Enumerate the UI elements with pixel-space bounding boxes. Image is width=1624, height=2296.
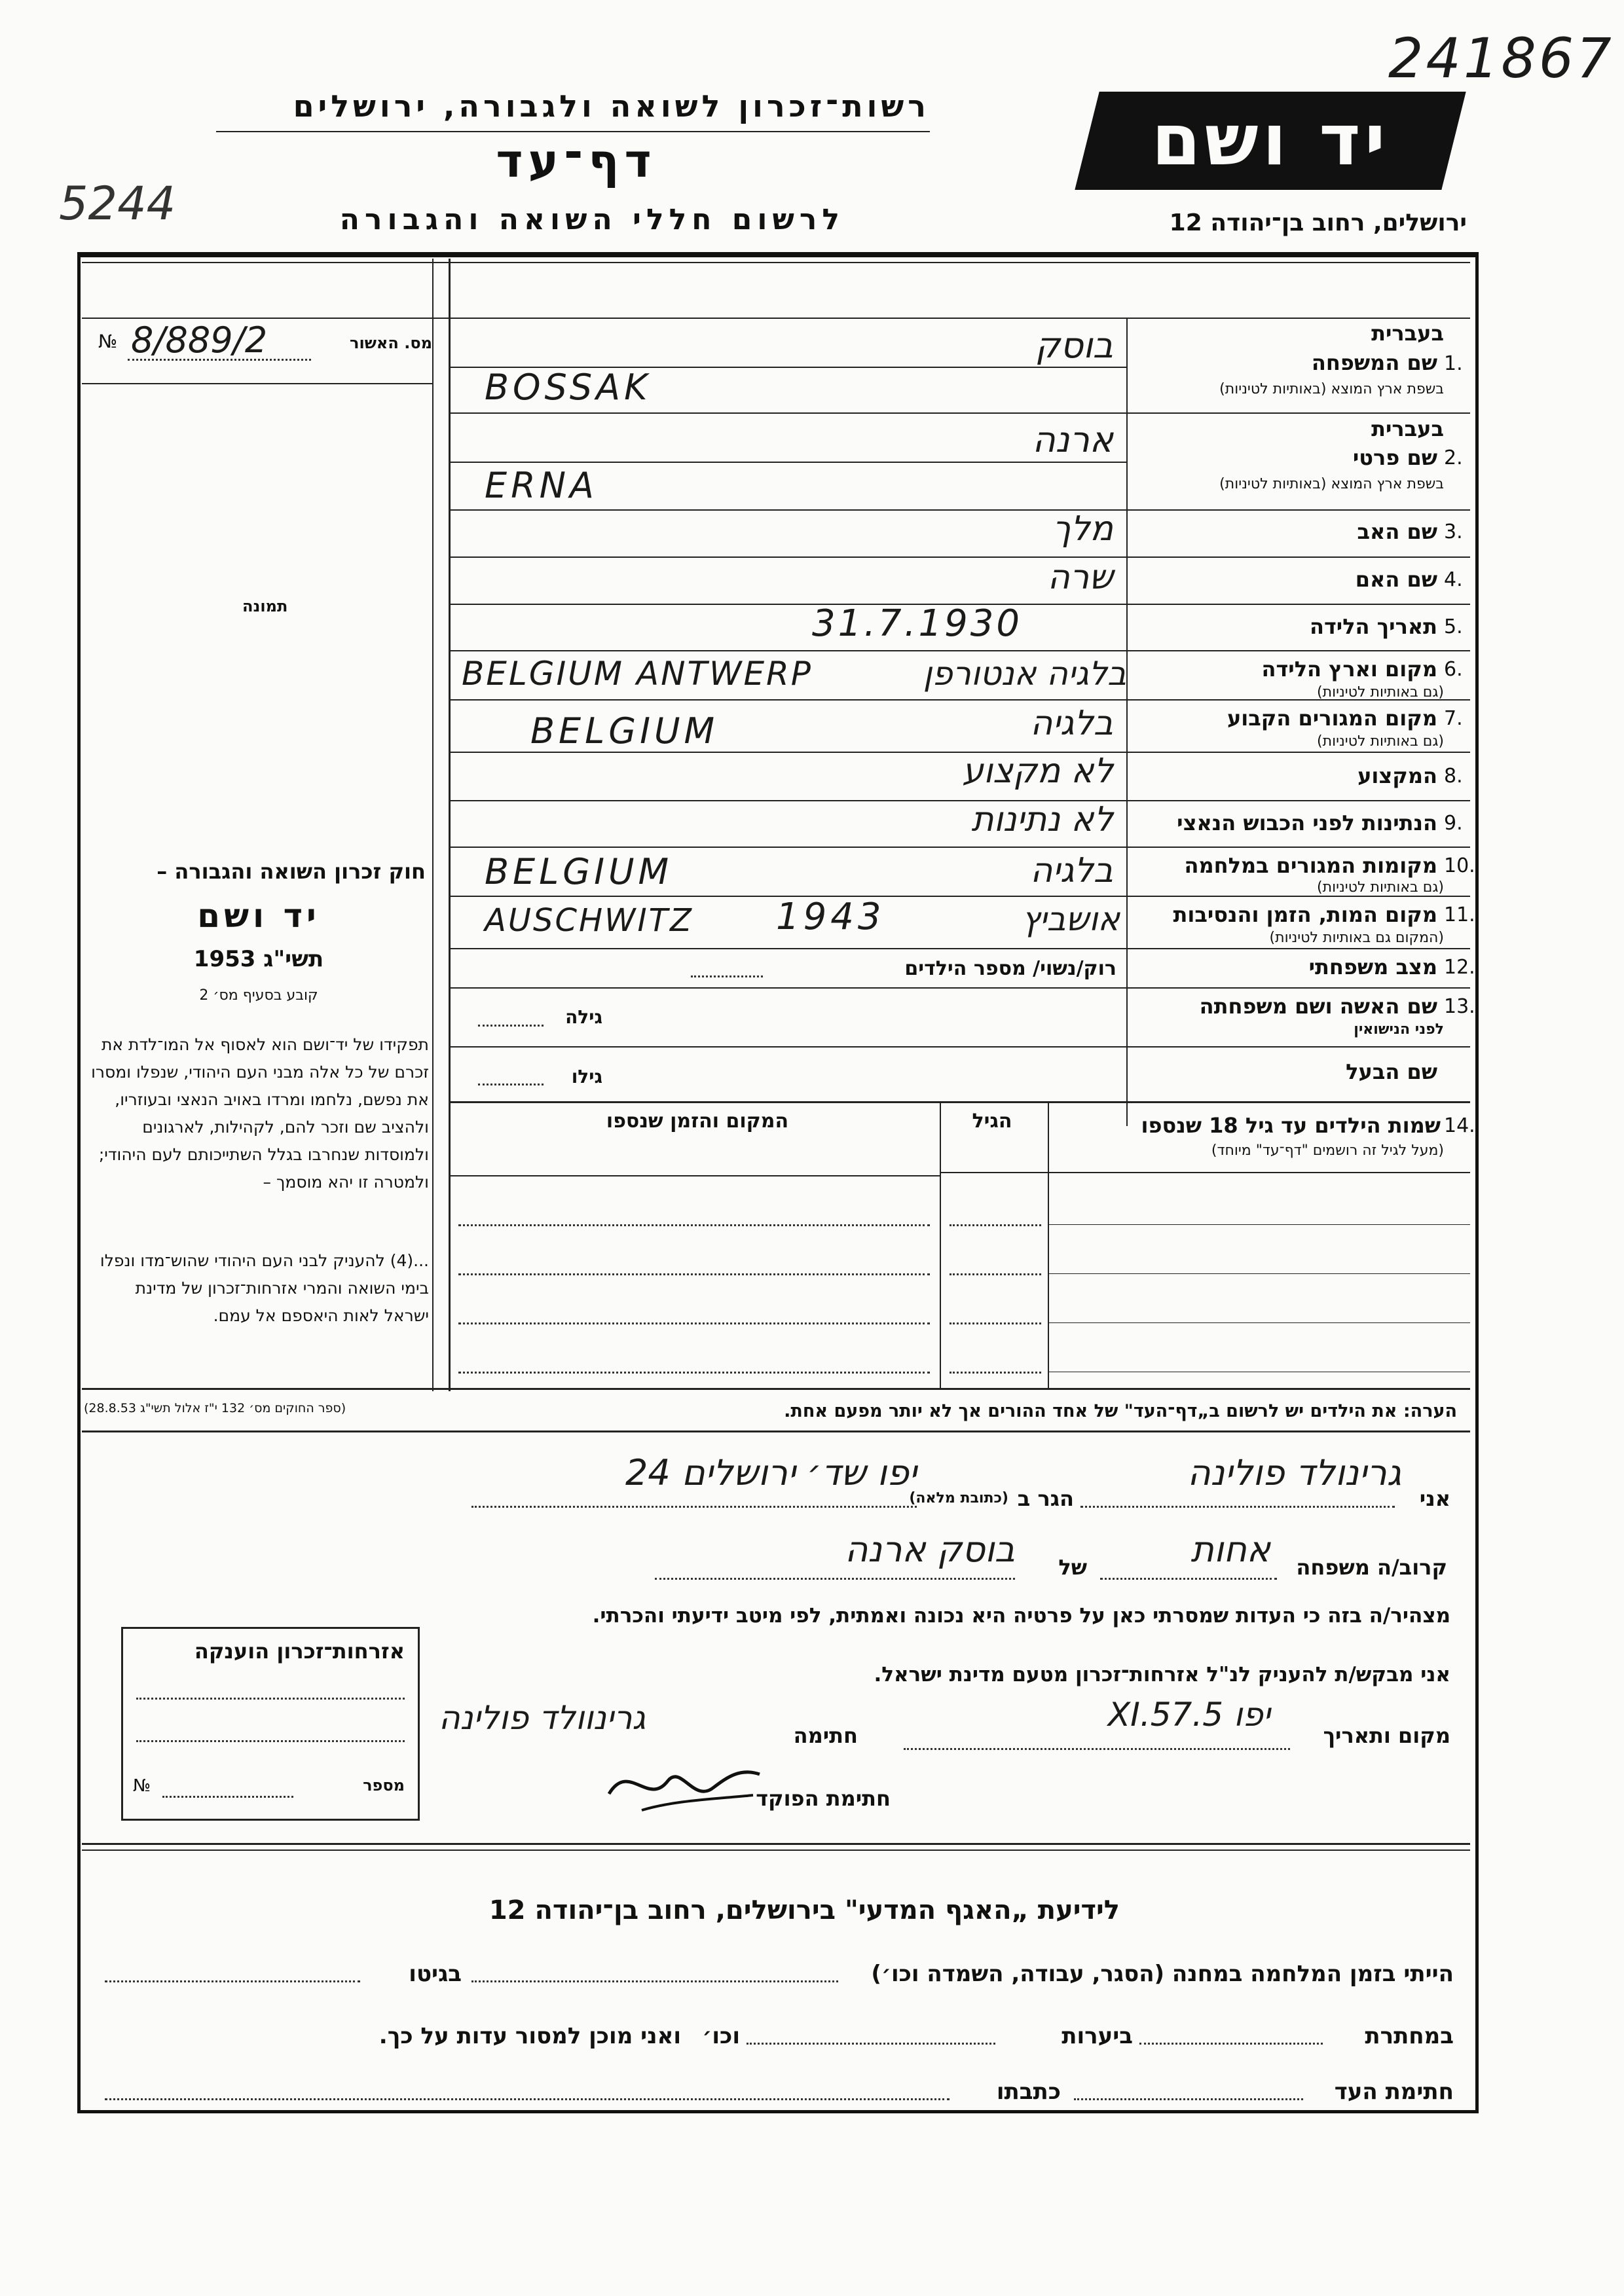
field-10-label: מקומות המגורים במלחמה [1184,853,1437,878]
field-1-sub: בשפת ארץ המוצא (באותיות לטיניות) [1219,381,1444,397]
place-date-value: יפו 5.XI.57 [1107,1696,1270,1734]
signature-label: חתימה [793,1723,858,1748]
bottom-heading: לידיעת „האגף המדעי" בירושלים, רחוב בן־יהודה 12 [489,1895,1120,1925]
signature-value: גרינוולד פולינה [439,1699,646,1737]
field-9-label: הנתינות לפני הכבוש הנאצי [1177,811,1437,835]
given-name-hebrew: ארנה [1032,419,1113,460]
family-name-latin: BOSSAK [485,367,652,408]
nationality: לא נתינות [971,800,1113,839]
field-11-label: מקום המות, הזמן והנסיבות [1173,902,1437,927]
field-13-label: שם האשה ושם משפחתה [1199,994,1437,1019]
field-6-sub: (גם באותיות לטיניות) [1317,684,1444,701]
field-7-num: 7. [1444,707,1463,730]
lang-tag-2: בעברית [1371,416,1444,441]
wartime-residence-hebrew: בלגיה [1030,851,1113,890]
declaration-statement: מצהיר/ה בזה כי העדות שמסרתי כאן על פרטיה היא נכונה ואמתית, לפי מיטב ידיעתי והכרתי. [592,1604,1450,1628]
field-1-label: שם המשפחה [1311,350,1437,375]
archive-number: 241867 [1388,26,1614,90]
field-10-num: 10. [1444,854,1475,877]
officer-signature-label: חתימת הפוקד [756,1786,891,1811]
form-subtitle: לרשום חללי השואה והגבורה [339,203,845,236]
law-citation: (ספר החוקים מס׳ 132 י"ז אלול תשי"ג 28.8.53) [84,1401,346,1415]
form-title: דף־עד [496,134,657,188]
field-12-num: 12. [1444,956,1475,979]
husband-label: שם הבעל [1346,1059,1437,1084]
field-8-num: 8. [1444,765,1463,788]
yad-vashem-logo [1075,92,1466,190]
field-7-sub: (גם באותיות לטיניות) [1317,733,1444,750]
children-title: שמות הילדים עד גיל 18 שנספו [1141,1113,1441,1138]
citizenship-title: אזרחות־זכרון הוענקה [194,1639,405,1664]
field-4-label: שם האם [1355,567,1437,592]
approval-number: 8/889/2 [131,319,268,361]
photo-label: תמונה [242,597,288,615]
field-4-num: 4. [1444,568,1463,591]
relation-of-name: בוסק ארנה [845,1529,1015,1570]
field-10-sub: (גם באותיות לטיניות) [1317,879,1444,896]
bottom-line2-etc: וכו׳ [702,2023,740,2049]
field-1-num: 1. [1444,352,1463,375]
relation-value: אחות [1190,1529,1270,1570]
field-2-num: 2. [1444,446,1463,469]
citizenship-no-sign: № [133,1776,151,1796]
citizenship-number-label: מספר [363,1776,405,1795]
bottom-line2-underground: במחתרת [1365,2023,1454,2049]
marital-status: רוק/נשוי/ מספר הילדים [904,957,1116,980]
field-11-sub: (המקום גם באותיות לטיניות) [1269,930,1444,946]
law-title: חוק זכרון השואה והגבורה – [157,859,426,884]
children-col-age: הגיל [972,1110,1012,1133]
declarant-address: יפו שד׳ ירושלים 24 [625,1452,917,1493]
field-2-sub: בשפת ארץ המוצא (באותיות לטיניות) [1219,476,1444,492]
bottom-line1-ghetto: בגיטו [409,1961,462,1987]
birth-place-hebrew: בלגיה אנטורפן [923,655,1126,693]
field-8-label: המקצוע [1357,763,1437,788]
birth-date: 31.7.1930 [812,602,1023,645]
authority-name: רשות־זכרון לשואה ולגבורה, ירושלים [293,88,930,124]
mother-name: שרה [1047,558,1113,597]
law-name: יד ושם [197,897,320,935]
place-date-label: מקום ותאריך [1323,1723,1450,1748]
declaration-ani: אני [1419,1486,1450,1511]
profession: לא מקצוע [962,752,1113,791]
note-text: הערה: את הילדים יש לרשום ב„דף־העד" של אחד ההורים אך לא יותר מפעם אחת. [784,1401,1457,1421]
field-2-label: שם פרטי [1352,445,1437,470]
declaration-request: אני מבקש/ת להעניק לנ"ל אזרחות־זכרון מטעם מדינת ישראל. [874,1663,1450,1686]
family-name-hebrew: בוסק [1035,325,1113,366]
bottom-line1-camp: הייתי בזמן המלחמה במחנה (הסגר, עבודה, השמדה וכו׳) [871,1961,1454,1987]
field-3-num: 3. [1444,520,1463,543]
death-place-latin: AUSCHWITZ [485,902,693,939]
wartime-residence-latin: BELGIUM [485,851,673,892]
field-7-label: מקום המגורים הקבוע [1227,706,1437,731]
field-3-label: שם האב [1357,519,1437,544]
residence-hebrew: בלגיה [1030,704,1113,743]
resident-of-label: הגר ב [1017,1486,1074,1511]
logo-text: יד ושם [1151,100,1390,181]
header-address: ירושלים, רחוב בן־יהודה 12 [1169,210,1467,236]
officer-signature [602,1748,766,1820]
children-col-place: המקום והזמן שנספו [606,1110,789,1133]
declarant-name: גרינולד פולינה [1187,1452,1401,1493]
relative-label: קרוב/ה משפחה [1296,1555,1447,1580]
approval-label: מס. האשור [350,334,432,352]
witness-signature-label: חתימת העד [1334,2079,1454,2105]
field-12-label: מצב משפחתי [1308,955,1437,979]
birth-place-latin: BELGIUM ANTWERP [462,655,813,693]
law-paragraph-2: ...(4) להעניק לבני העם היהודי שהוש־מדו ונפלו בימי השואה והמרי אזרחות־זכרון של מדינת ישראל לאות היאספם אל עמם. [100,1251,429,1325]
bottom-line2-testify: ואני מוכן למסור עדות על כך. [378,2023,681,2049]
death-year: 1943 [776,896,885,938]
field-13-num: 13. [1444,995,1475,1018]
field-11-num: 11. [1444,903,1475,926]
bottom-line2-forests: ביערות [1061,2023,1133,2049]
children-subtitle: (מעל לגיל זה רושמים "דף־עד" מיוחד) [1211,1142,1444,1159]
law-section: קובע בסעיף מס׳ 2 [199,987,318,1004]
side-number: 5244 [59,177,176,230]
citizenship-box [121,1627,420,1821]
wife-age-label: גילה [565,1006,602,1028]
husband-age-label: גילו [571,1066,602,1087]
field-13-sub: לפני הנישואין [1354,1021,1444,1038]
approval-no-sign: № [98,331,118,352]
given-name-latin: ERNA [485,465,598,506]
death-place-hebrew: אושביץ [1022,900,1120,938]
of-label: של [1058,1555,1087,1580]
field-5-num: 5. [1444,615,1463,638]
residence-latin: BELGIUM [530,710,719,752]
law-year: תשי"ג 1953 [193,946,324,972]
witness-address-label: כתבתו [996,2079,1061,2105]
field-6-num: 6. [1444,658,1463,681]
field-9-num: 9. [1444,812,1463,835]
address-label: (כתובת מלאה) [909,1490,1008,1506]
field-5-label: תאריך הלידה [1309,614,1437,639]
law-paragraph-1: תפקידו של יד־ושם הוא לאסוף אל המו־לדת את זכרם של כל אלה מבני העם היהודי, שנפלו ומסרו את נפשם, נלחמו ומרדו באויב הנאצי ובעוזריו, ולהציב שם וזכר להם, לקהילות, לארגונים ולמוסדות שנחרבו בגלל השתייכותם לעם היהודי; ולמטרה זו יהא מוסמך – [91,1035,429,1192]
field-14-num: 14. [1444,1114,1475,1137]
father-name: מלך [1052,509,1113,549]
field-6-label: מקום וארץ הלידה [1261,657,1437,682]
lang-tag-1: בעברית [1371,321,1444,346]
